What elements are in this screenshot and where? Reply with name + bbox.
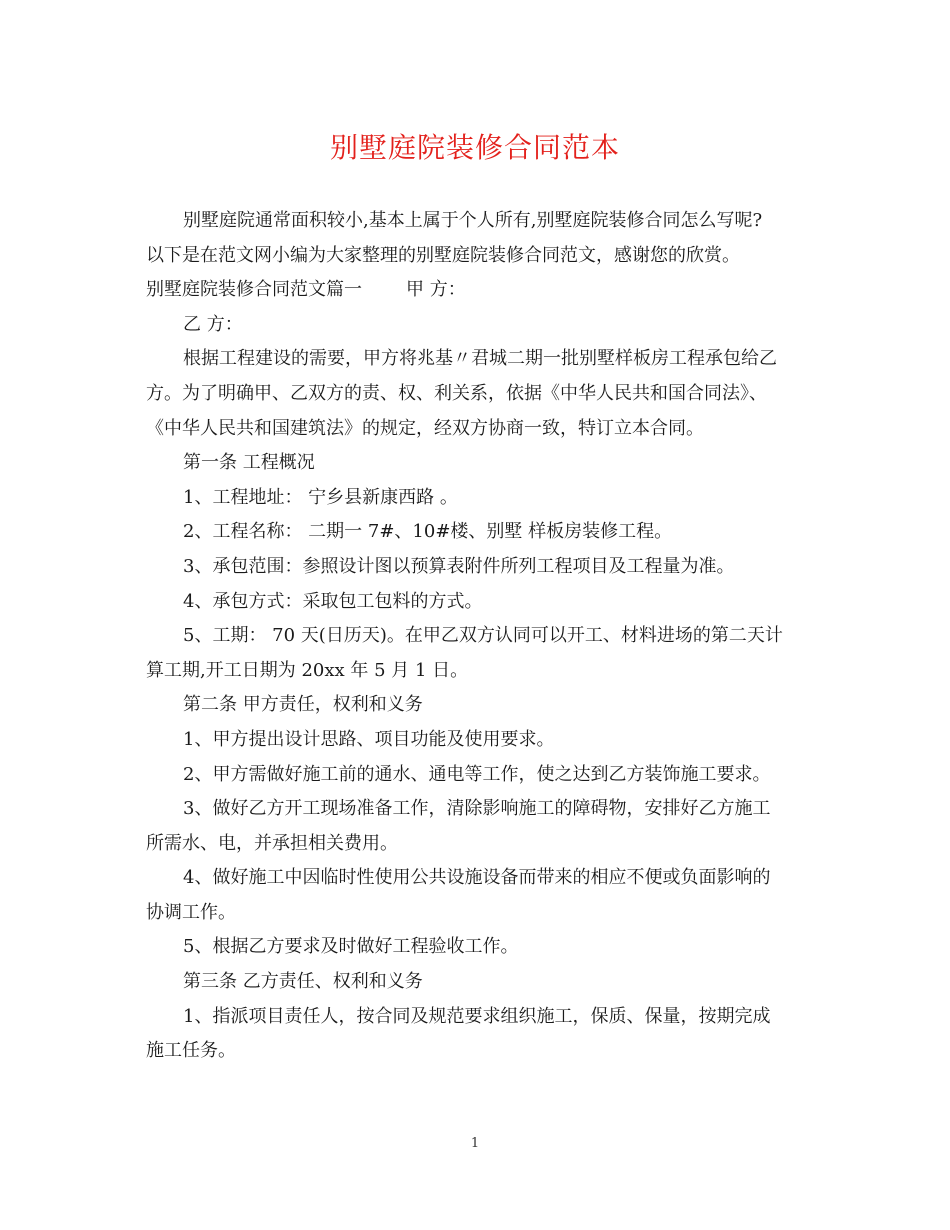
paragraph-line: 别墅庭院通常面积较小,基本上属于个人所有,别墅庭院装修合同怎么写呢? — [183, 210, 763, 231]
paragraph-line: 根据工程建设的需要，甲方将兆基〃君城二期一批别墅样板房工程承包给乙 — [183, 348, 777, 370]
clause-line: 4、承包方式：采取包工包料的方式。 — [183, 590, 483, 612]
clause-line: 5、根据乙方要求及时做好工程验收工作。 — [183, 936, 519, 958]
article-heading: 第二条 甲方责任，权利和义务 — [183, 694, 423, 716]
clause-line: 5、工期： 70 天(日历天)。在甲乙双方认同可以开工、材料进场的第二天计 — [183, 625, 783, 647]
clause-line: 4、做好施工中因临时性使用公共设施设备而带来的相应不便或负面影响的 — [183, 867, 771, 889]
clause-line: 2、甲方需做好施工前的通水、通电等工作，使之达到乙方装饰施工要求。 — [183, 763, 771, 785]
paragraph-line — [146, 273, 806, 308]
paragraph-line: 《中华人民共和国建筑法》的规定，经双方协商一致，特订立本合同。 — [146, 417, 704, 439]
clause-line: 所需水、电，并承担相关费用。 — [146, 832, 398, 854]
party-b-label: 乙 方： — [183, 313, 243, 335]
party-a-label: 甲 方： — [406, 279, 466, 301]
clause-line: 1、甲方提出设计思路、项目功能及使用要求。 — [183, 728, 555, 750]
clause-line: 3、承包范围：参照设计图以预算表附件所列工程项目及工程量为准。 — [183, 555, 735, 577]
document-title: 别墅庭院装修合同范本 — [329, 131, 620, 164]
article-heading: 第一条 工程概况 — [183, 452, 315, 474]
clause-line: 施工任务。 — [146, 1040, 236, 1062]
paragraph-line: 方。为了明确甲、乙双方的责、权、利关系，依据《中华人民共和国合同法》、 — [146, 382, 767, 404]
paragraph-line: 以下是在范文网小编为大家整理的别墅庭院装修合同范文，感谢您的欣赏。 — [146, 244, 740, 266]
page-number: 1 — [470, 1136, 480, 1151]
clause-line: 算工期,开工日期为 20xx 年 5 月 1 日。 — [146, 659, 469, 681]
section-heading: 别墅庭院装修合同范文篇一 — [146, 279, 362, 301]
clause-line: 协调工作。 — [146, 901, 236, 923]
clause-line: 1、指派项目责任人，按合同及规范要求组织施工，保质、保量，按期完成 — [183, 1005, 771, 1027]
article-heading: 第三条 乙方责任、权利和义务 — [183, 971, 423, 993]
clause-line: 2、工程名称： 二期一 7#、10#楼、别墅 样板房装修工程。 — [183, 521, 673, 543]
document-body — [146, 204, 806, 1069]
clause-line: 1、工程地址： 宁乡县新康西路 。 — [183, 486, 458, 508]
clause-line: 3、做好乙方开工现场准备工作，清除影响施工的障碍物，安排好乙方施工 — [183, 798, 771, 820]
